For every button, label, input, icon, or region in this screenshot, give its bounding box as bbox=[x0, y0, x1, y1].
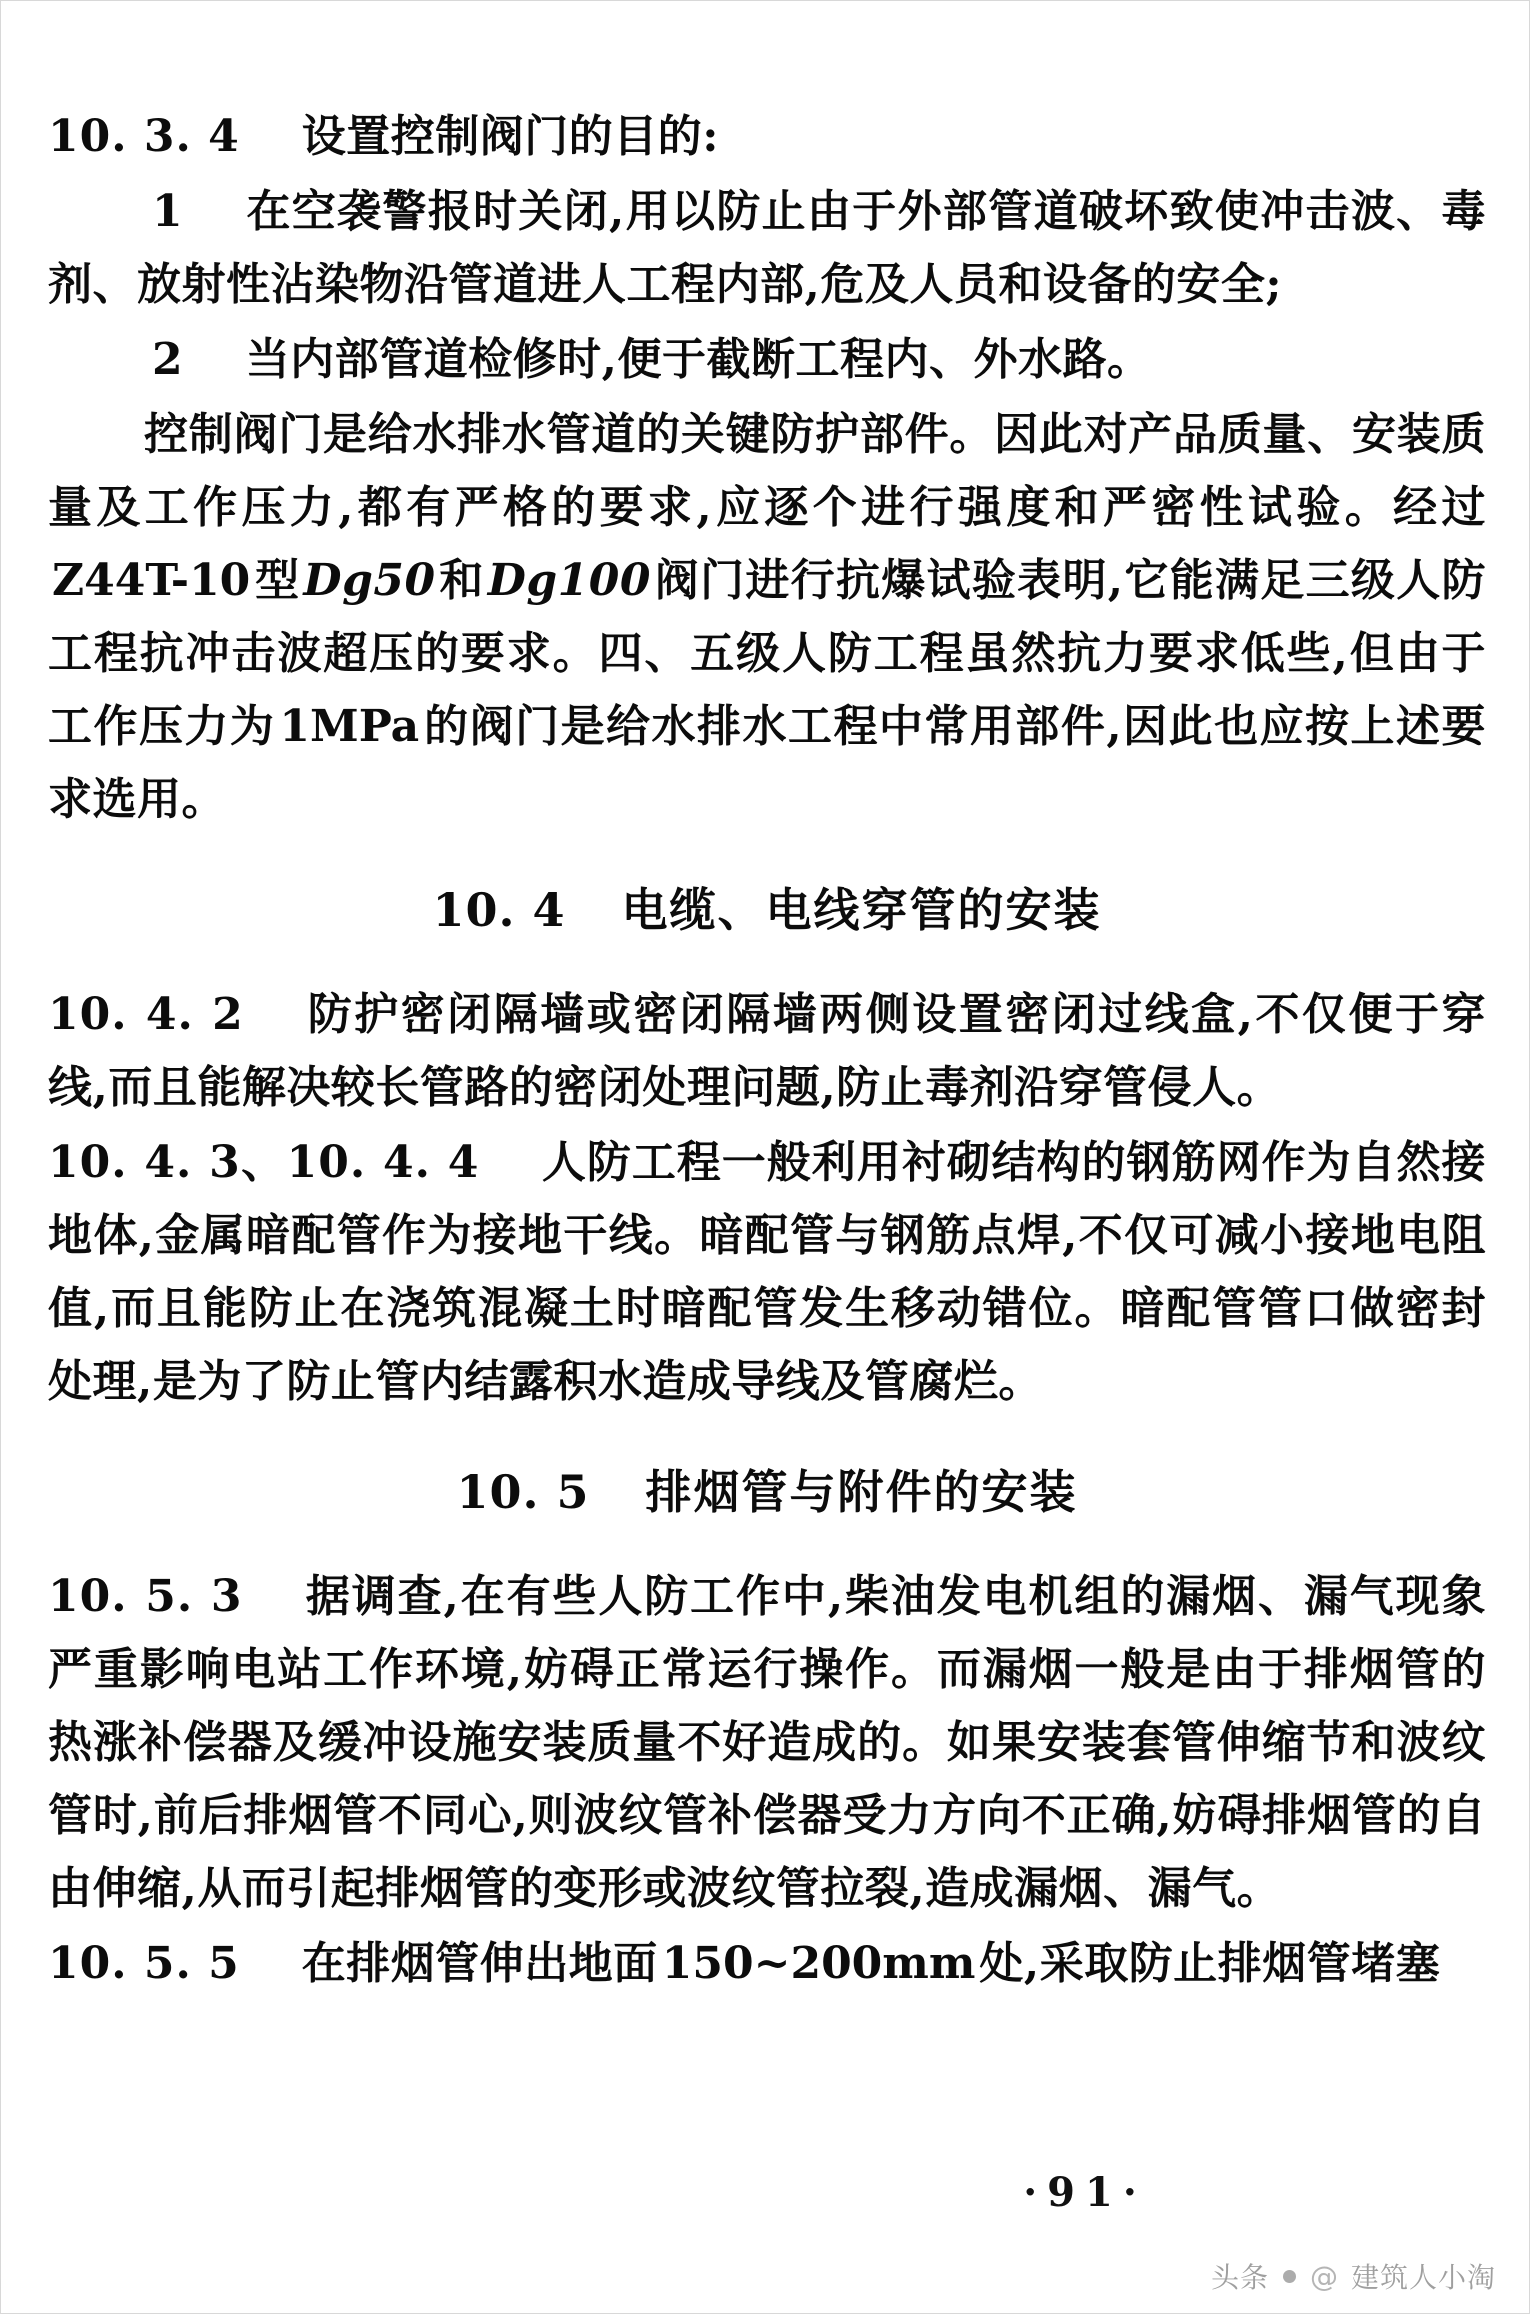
clause-10-3-4-text: 设置控制阀门的目的: bbox=[301, 111, 719, 162]
dn-prefix: D bbox=[303, 555, 343, 606]
clause-10-5-3 bbox=[48, 1560, 1486, 1925]
page-number-block bbox=[1023, 2169, 1147, 2216]
paragraph-valve-explanation bbox=[48, 398, 1486, 836]
list-item-2 bbox=[48, 323, 1486, 396]
dn-subscript: g bbox=[342, 555, 374, 606]
section-heading-10-5 bbox=[48, 1454, 1486, 1530]
page-content bbox=[48, 100, 1486, 2002]
watermark-author: 建筑人小淘 bbox=[1350, 2261, 1496, 2294]
page-marker-right: · bbox=[1122, 2169, 1147, 2216]
valve-dn-50 bbox=[300, 555, 438, 606]
dn-subscript: g bbox=[526, 555, 558, 606]
list-item-2-text: 当内部管道检修时,便于截断工程内、外水路。 bbox=[245, 334, 1152, 385]
clause-10-5-5-number: 10. 5. 5 bbox=[48, 1938, 240, 1989]
clause-10-3-4 bbox=[48, 100, 1486, 173]
valve-paragraph-part-1: 控制阀门是给水排水管道的关键防护部件。因此对产品质量、安装质量及工作压力,都有严格的要求,应逐个进行强度和严密性试验。经过 bbox=[48, 409, 1486, 533]
clause-10-4-3-4-text: 人防工程一般利用衬砌结构的钢筋网作为自然接地体,金属暗配管作为接地干线。暗配管与钢筋点焊,不仅可减小接地电阻值,而且能防止在浇筑混凝土时暗配管发生移动错位。暗配管管口做密封处理,是为了防止管内结露积水造成导线及管腐烂。 bbox=[48, 1137, 1487, 1407]
dn-size: 50 bbox=[373, 555, 436, 606]
section-10-5-title: 排烟管与附件的安装 bbox=[645, 1465, 1078, 1519]
watermark bbox=[1211, 2256, 1496, 2296]
clause-10-4-2 bbox=[48, 978, 1486, 1124]
list-item-2-marker: 2 bbox=[152, 334, 184, 385]
clause-10-5-5-text-before: 在排烟管伸出地面 bbox=[301, 1938, 658, 1989]
valve-type-word: 型 bbox=[254, 555, 301, 606]
valve-paragraph-part-2: 阀门进行抗爆试验表明,它能满足三级人防工程抗冲击波超压的要求。四、五级人防工程虽然抗力要求低些,但由于工作压力为 bbox=[48, 555, 1487, 752]
watermark-separator: @ bbox=[1309, 2259, 1339, 2293]
section-10-4-number: 10. 4 bbox=[432, 883, 566, 937]
valve-dn-100 bbox=[485, 555, 654, 606]
watermark-dot-icon bbox=[1283, 2270, 1296, 2283]
clause-10-3-4-number: 10. 3. 4 bbox=[48, 111, 240, 162]
clause-10-5-3-number: 10. 5. 3 bbox=[48, 1571, 243, 1622]
valve-pressure-value: 1MPa bbox=[279, 701, 420, 752]
page-number: 91 bbox=[1047, 2169, 1123, 2216]
dn-size: 100 bbox=[557, 555, 651, 606]
clause-10-4-3-and-10-4-4 bbox=[48, 1126, 1486, 1418]
clause-10-4-2-text: 防护密闭隔墙或密闭隔墙两侧设置密闭过线盒,不仅便于穿线,而且能解决较长管路的密闭处理问题,防止毒剂沿穿管侵人。 bbox=[48, 989, 1486, 1113]
clause-10-5-5-text-after: 处,采取防止排烟管堵塞 bbox=[979, 1938, 1441, 1989]
valve-model: Z44T-10 bbox=[52, 555, 251, 606]
list-item-1-marker: 1 bbox=[152, 186, 184, 237]
exhaust-pipe-dimension: 150~200mm bbox=[661, 1938, 976, 1989]
page-marker-left: · bbox=[1023, 2169, 1048, 2216]
clause-10-5-3-text: 据调查,在有些人防工作中,柴油发电机组的漏烟、漏气现象严重影响电站工作环境,妨碍正常运行操作。而漏烟一般是由于排烟管的热涨补偿器及缓冲设施安装质量不好造成的。如果安装套管伸缩节和波纹管时,前后排烟管不同心,则波纹管补偿器受力方向不正确,妨碍排烟管的自由伸缩,从而引起排烟管的变形或波纹管拉裂,造成漏烟、漏气。 bbox=[48, 1571, 1487, 1914]
page-footer bbox=[0, 2169, 1530, 2216]
section-heading-10-4 bbox=[48, 872, 1486, 948]
list-item-1 bbox=[48, 175, 1486, 321]
watermark-source: 头条 bbox=[1210, 2261, 1269, 2294]
clause-10-5-5 bbox=[48, 1927, 1486, 2000]
dn-prefix: D bbox=[487, 555, 527, 606]
clause-10-4-3-4-number: 10. 4. 3、10. 4. 4 bbox=[48, 1137, 480, 1188]
section-10-5-number: 10. 5 bbox=[456, 1465, 590, 1519]
valve-paragraph-part-3: 的阀门是给水排水工程中常用部件,因此也应按上述要求选用。 bbox=[48, 701, 1486, 825]
valve-conjunction: 和 bbox=[438, 555, 485, 606]
section-10-4-title: 电缆、电线穿管的安装 bbox=[621, 883, 1102, 937]
list-item-1-text: 在空袭警报时关闭,用以防止由于外部管道破坏致使冲击波、毒剂、放射性沾染物沿管道进人工程内部,危及人员和设备的安全; bbox=[48, 186, 1486, 310]
clause-10-4-2-number: 10. 4. 2 bbox=[48, 989, 244, 1040]
